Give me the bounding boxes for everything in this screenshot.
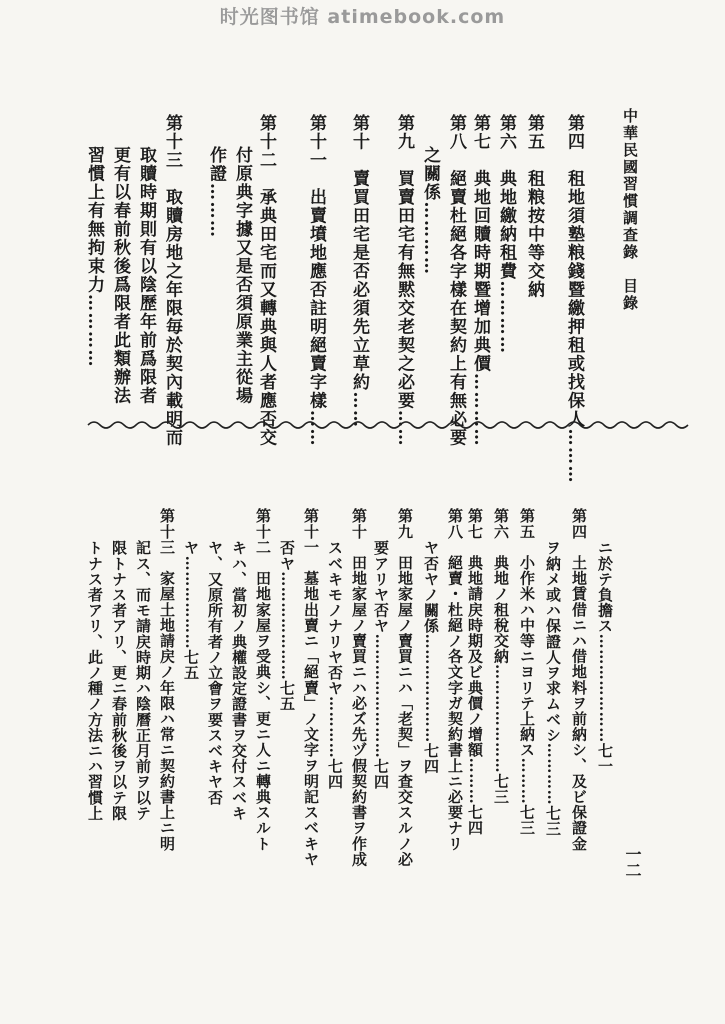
watermark-text: 时光图书馆 atimebook.com bbox=[219, 6, 506, 28]
page-number: 一二 bbox=[623, 846, 642, 878]
toc-line: 第九 買賣田宅有無黙交老契之必要…… bbox=[394, 114, 414, 447]
toc-line: 習慣上有無拘束力………… bbox=[84, 146, 104, 368]
toc-line: 第十一 出賣墳地應否註明絕賣字樣…… bbox=[306, 114, 326, 447]
toc-line: 限トナス者アリ、更ニ春前秋後ヲ以テ限 bbox=[110, 540, 128, 821]
toc-line: 第十 田地家屋ノ賣買ニハ必ズ先ヅ假契約書ヲ作成 bbox=[350, 508, 368, 867]
toc-line: スベキモノナリヤ否ヤ…………七四 bbox=[326, 540, 344, 790]
toc-line: 第八 絕賣・杜絕ノ各文字ガ契約書上ニ必要ナリ bbox=[446, 508, 464, 852]
toc-line: 記ス、而モ請戻時期ハ陰曆正月前ヲ以テ bbox=[134, 540, 152, 821]
toc-line: 更有以春前秋後爲限者此類辦法 bbox=[110, 146, 130, 405]
toc-line: 第十 賣買田宅是否必須先立草約…… bbox=[349, 114, 369, 429]
running-header: 中華民國習慣調査錄 目錄 bbox=[621, 108, 639, 312]
toc-line: 第五 小作米ハ中等ニヨリテ上納ス………七三 bbox=[518, 508, 536, 836]
toc-line: 第十一 墓地出賣ニ「絕賣」ノ文字ヲ明記スベキヤ bbox=[302, 508, 320, 867]
toc-line: ヤ………………七五 bbox=[182, 540, 200, 681]
toc-line: ヤ、又原所有者ノ立會ヲ要スベキヤ否 bbox=[206, 540, 224, 806]
toc-line: 第六 典地ノ租稅交納…………………七三 bbox=[492, 508, 510, 805]
toc-line: 第九 田地家屋ノ賣買ニハ「老契」ヲ査交スルノ必 bbox=[396, 508, 414, 867]
toc-line: 第十三 家屋土地請戻ノ年限ハ常ニ契約書上ニ明 bbox=[158, 508, 176, 852]
toc-line: 第十三 取贖房地之年限毎於契內載明而 bbox=[162, 114, 182, 447]
toc-line: 第十二 承典田宅而又轉典與人者應否交 bbox=[256, 114, 276, 447]
toc-line: 付原典字據又是否須原業主從場 bbox=[232, 146, 252, 405]
toc-line: 第五 租粮按中等交納 bbox=[524, 114, 544, 299]
toc-line: ヤ否ヤノ關係…………………七四 bbox=[422, 540, 440, 774]
toc-line: 第七 典地請戻時期及ビ典價ノ增額………七四 bbox=[466, 508, 484, 836]
toc-line: キハ、當初ノ典權設定證書ヲ交付スベキ bbox=[230, 540, 248, 821]
toc-line: 作證……… bbox=[206, 146, 226, 239]
toc-line: 第八 絕賣杜絕各字樣在契約上有無必要 bbox=[446, 114, 466, 447]
toc-line: ヲ納メ或ハ保證人ヲ求ムベシ…………七三 bbox=[544, 540, 562, 837]
toc-line: 第四 租地須塾粮錢暨繳押租或找保人……… bbox=[564, 114, 584, 484]
toc-line: ニ於テ負擔ス…………………七一 bbox=[596, 540, 614, 774]
toc-line: 之關係………… bbox=[420, 146, 440, 276]
toc-line: 取贖時期則有以陰歷年前爲限者 bbox=[136, 146, 156, 405]
toc-line: 第十二 田地家屋ヲ受典シ、更ニ人ニ轉典スルト bbox=[254, 508, 272, 852]
toc-line: 第六 典地繳納租費………… bbox=[496, 114, 516, 355]
toc-line: 否ヤ…………………七五 bbox=[278, 540, 296, 712]
toc-line: トナス者アリ、此ノ種ノ方法ニハ習慣上 bbox=[86, 540, 104, 821]
toc-line: 第四 土地賃借ニハ借地料ヲ前納シ、及ビ保證金 bbox=[570, 508, 588, 852]
toc-line: 第七 典地回贖時期暨增加典價………… bbox=[470, 114, 490, 447]
wavy-divider bbox=[0, 418, 725, 432]
toc-line: 要アリヤ否ヤ……………………七四 bbox=[372, 540, 390, 790]
